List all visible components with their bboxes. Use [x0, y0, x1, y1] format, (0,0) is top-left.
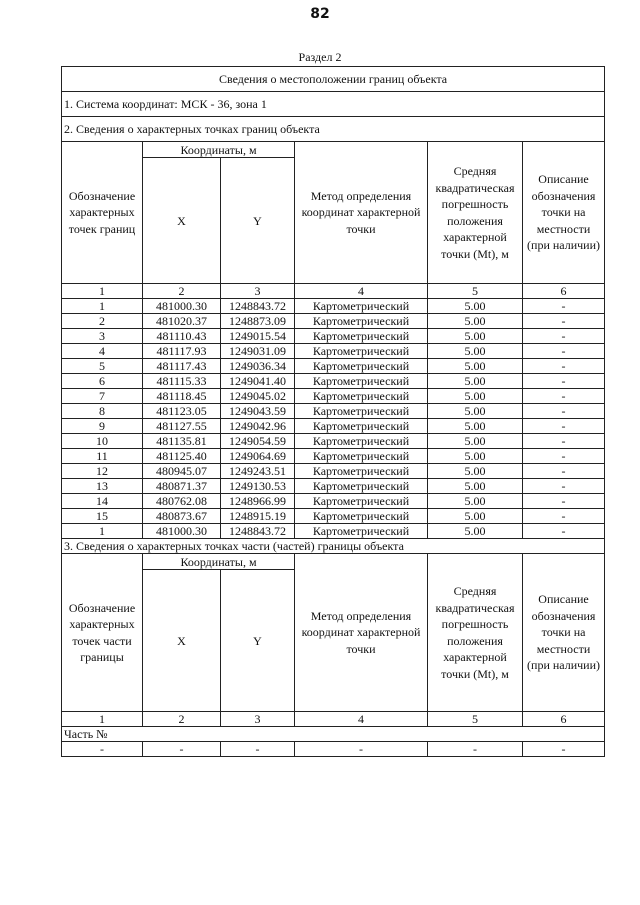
point-row: [62, 419, 605, 434]
table-cell: -: [523, 419, 605, 434]
table-cell: 481123.05: [143, 404, 221, 419]
column-number-cell: 5: [428, 284, 523, 299]
column-number-cell: 6: [523, 284, 605, 299]
description-header: Описание обозначения точки на местности (при наличии): [523, 142, 605, 284]
column-number-cell: 5: [428, 712, 523, 727]
table-cell: 5.00: [428, 524, 523, 539]
table-cell: 1249036.34: [221, 359, 295, 374]
table-cell: -: [523, 449, 605, 464]
table-cell: -: [523, 509, 605, 524]
table-cell: 6: [62, 374, 143, 389]
table-cell: Картометрический: [295, 314, 428, 329]
table-cell: 10: [62, 434, 143, 449]
column-number-cell: 2: [143, 712, 221, 727]
table-cell: 5.00: [428, 494, 523, 509]
table-cell: 1248843.72: [221, 299, 295, 314]
table-cell: 8: [62, 404, 143, 419]
table-cell: Картометрический: [295, 509, 428, 524]
table-cell: -: [523, 494, 605, 509]
table-cell: Картометрический: [295, 464, 428, 479]
table-cell: Картометрический: [295, 389, 428, 404]
table-cell: Картометрический: [295, 494, 428, 509]
table-cell: -: [523, 479, 605, 494]
table-cell: -: [523, 742, 605, 757]
point-row: [62, 389, 605, 404]
table-cell: 1249045.02: [221, 389, 295, 404]
table-cell: 481115.33: [143, 374, 221, 389]
table-cell: Картометрический: [295, 404, 428, 419]
table-cell: 1248966.99: [221, 494, 295, 509]
table-cell: 5.00: [428, 479, 523, 494]
point-row: [62, 359, 605, 374]
table-cell: 480871.37: [143, 479, 221, 494]
table-cell: Картометрический: [295, 329, 428, 344]
part-description-header: Описание обозначения точки на местности (при наличии): [523, 554, 605, 712]
table-cell: Картометрический: [295, 374, 428, 389]
table-cell: 14: [62, 494, 143, 509]
table-cell: -: [523, 389, 605, 404]
table-cell: 7: [62, 389, 143, 404]
table-cell: 1249054.59: [221, 434, 295, 449]
part-number-label: Часть №: [62, 727, 605, 742]
table-cell: 1248843.72: [221, 524, 295, 539]
table-cell: 481020.37: [143, 314, 221, 329]
table-cell: 5.00: [428, 419, 523, 434]
coordinates-header: Координаты, м: [143, 142, 295, 158]
table-cell: Картометрический: [295, 419, 428, 434]
column-number-cell: 4: [295, 712, 428, 727]
table-cell: 1248873.09: [221, 314, 295, 329]
table-cell: 481117.43: [143, 359, 221, 374]
point-row: [62, 329, 605, 344]
y-header: Y: [221, 158, 295, 284]
table-cell: -: [523, 404, 605, 419]
table-cell: 1249043.59: [221, 404, 295, 419]
table-cell: 15: [62, 509, 143, 524]
parts-section-title: 3. Сведения о характерных точках части (частей) границы объекта: [62, 539, 605, 554]
table-cell: 12: [62, 464, 143, 479]
table-cell: -: [523, 299, 605, 314]
table-cell: -: [523, 314, 605, 329]
method-header: Метод определения координат характерной точки: [295, 142, 428, 284]
table-cell: 5.00: [428, 344, 523, 359]
point-row: [62, 374, 605, 389]
column-numbers-row: [62, 284, 605, 299]
table-cell: 9: [62, 419, 143, 434]
point-row: [62, 344, 605, 359]
table-cell: 480762.08: [143, 494, 221, 509]
table-cell: 5.00: [428, 464, 523, 479]
table-cell: 5.00: [428, 299, 523, 314]
point-row: [62, 524, 605, 539]
table-cell: -: [428, 742, 523, 757]
table-cell: 481135.81: [143, 434, 221, 449]
coordinate-system: 1. Система координат: МСК - 36, зона 1: [62, 92, 605, 117]
part-coordinates-header: Координаты, м: [143, 554, 295, 570]
table-cell: 1249015.54: [221, 329, 295, 344]
boundary-table: [61, 66, 605, 757]
table-cell: 480873.67: [143, 509, 221, 524]
column-number-cell: 1: [62, 284, 143, 299]
table-cell: 481127.55: [143, 419, 221, 434]
point-row: [62, 434, 605, 449]
table-cell: -: [523, 434, 605, 449]
table-cell: 1249041.40: [221, 374, 295, 389]
table-cell: 5.00: [428, 374, 523, 389]
table-cell: 5.00: [428, 434, 523, 449]
table-cell: -: [221, 742, 295, 757]
table-cell: 481110.43: [143, 329, 221, 344]
table-cell: 1249243.51: [221, 464, 295, 479]
point-designation-header: Обозначение характерных точек границ: [62, 142, 143, 284]
section-label: Раздел 2: [298, 50, 342, 64]
column-number-cell: 3: [221, 284, 295, 299]
table-cell: 481125.40: [143, 449, 221, 464]
part-method-header: Метод определения координат характерной точки: [295, 554, 428, 712]
table-cell: Картометрический: [295, 299, 428, 314]
table-cell: 5.00: [428, 359, 523, 374]
table-cell: 3: [62, 329, 143, 344]
table-cell: Картометрический: [295, 449, 428, 464]
table-cell: 5.00: [428, 389, 523, 404]
table-cell: 4: [62, 344, 143, 359]
table-cell: 1249064.69: [221, 449, 295, 464]
table-cell: 5.00: [428, 329, 523, 344]
table-cell: Картометрический: [295, 344, 428, 359]
table-cell: 5.00: [428, 449, 523, 464]
table-cell: 5.00: [428, 404, 523, 419]
part-point-designation-header: Обозначение характерных точек части границы: [62, 554, 143, 712]
table-cell: 1248915.19: [221, 509, 295, 524]
error-header: Средняя квадратическая погрешность положения характерной точки (Mt), м: [428, 142, 523, 284]
table-cell: -: [295, 742, 428, 757]
table-cell: 1: [62, 299, 143, 314]
table-cell: -: [143, 742, 221, 757]
point-row: [62, 404, 605, 419]
table-cell: Картометрический: [295, 524, 428, 539]
column-number-cell: 2: [143, 284, 221, 299]
point-row: [62, 464, 605, 479]
table-cell: 481117.93: [143, 344, 221, 359]
part-y-header: Y: [221, 570, 295, 712]
point-row: [62, 449, 605, 464]
table-title: Сведения о местоположении границ объекта: [62, 67, 605, 92]
table-cell: 1249031.09: [221, 344, 295, 359]
table-cell: 481000.30: [143, 524, 221, 539]
table-cell: 481118.45: [143, 389, 221, 404]
table-cell: Картометрический: [295, 434, 428, 449]
column-number-cell: 3: [221, 712, 295, 727]
point-row: [62, 479, 605, 494]
table-cell: 5.00: [428, 314, 523, 329]
table-cell: -: [523, 329, 605, 344]
table-cell: 5: [62, 359, 143, 374]
table-cell: -: [62, 742, 143, 757]
table-cell: 11: [62, 449, 143, 464]
table-cell: -: [523, 464, 605, 479]
point-row: [62, 494, 605, 509]
page-number: 82: [310, 6, 330, 22]
point-row: [62, 509, 605, 524]
table-cell: Картометрический: [295, 479, 428, 494]
table-cell: -: [523, 374, 605, 389]
table-cell: 481000.30: [143, 299, 221, 314]
table-cell: 480945.07: [143, 464, 221, 479]
table-cell: 1249042.96: [221, 419, 295, 434]
table-cell: 13: [62, 479, 143, 494]
table-cell: -: [523, 344, 605, 359]
part-error-header: Средняя квадратическая погрешность положения характерной точки (Mt), м: [428, 554, 523, 712]
table-cell: -: [523, 359, 605, 374]
table-cell: -: [523, 524, 605, 539]
table-cell: 2: [62, 314, 143, 329]
part-column-numbers-row: [62, 712, 605, 727]
x-header: X: [143, 158, 221, 284]
table-cell: 1: [62, 524, 143, 539]
part-point-row: [62, 742, 605, 757]
table-cell: Картометрический: [295, 359, 428, 374]
table-cell: 5.00: [428, 509, 523, 524]
points-section-title: 2. Сведения о характерных точках границ объекта: [62, 117, 605, 142]
table-cell: 1249130.53: [221, 479, 295, 494]
point-row: [62, 314, 605, 329]
column-number-cell: 6: [523, 712, 605, 727]
column-number-cell: 1: [62, 712, 143, 727]
column-number-cell: 4: [295, 284, 428, 299]
part-x-header: X: [143, 570, 221, 712]
point-row: [62, 299, 605, 314]
